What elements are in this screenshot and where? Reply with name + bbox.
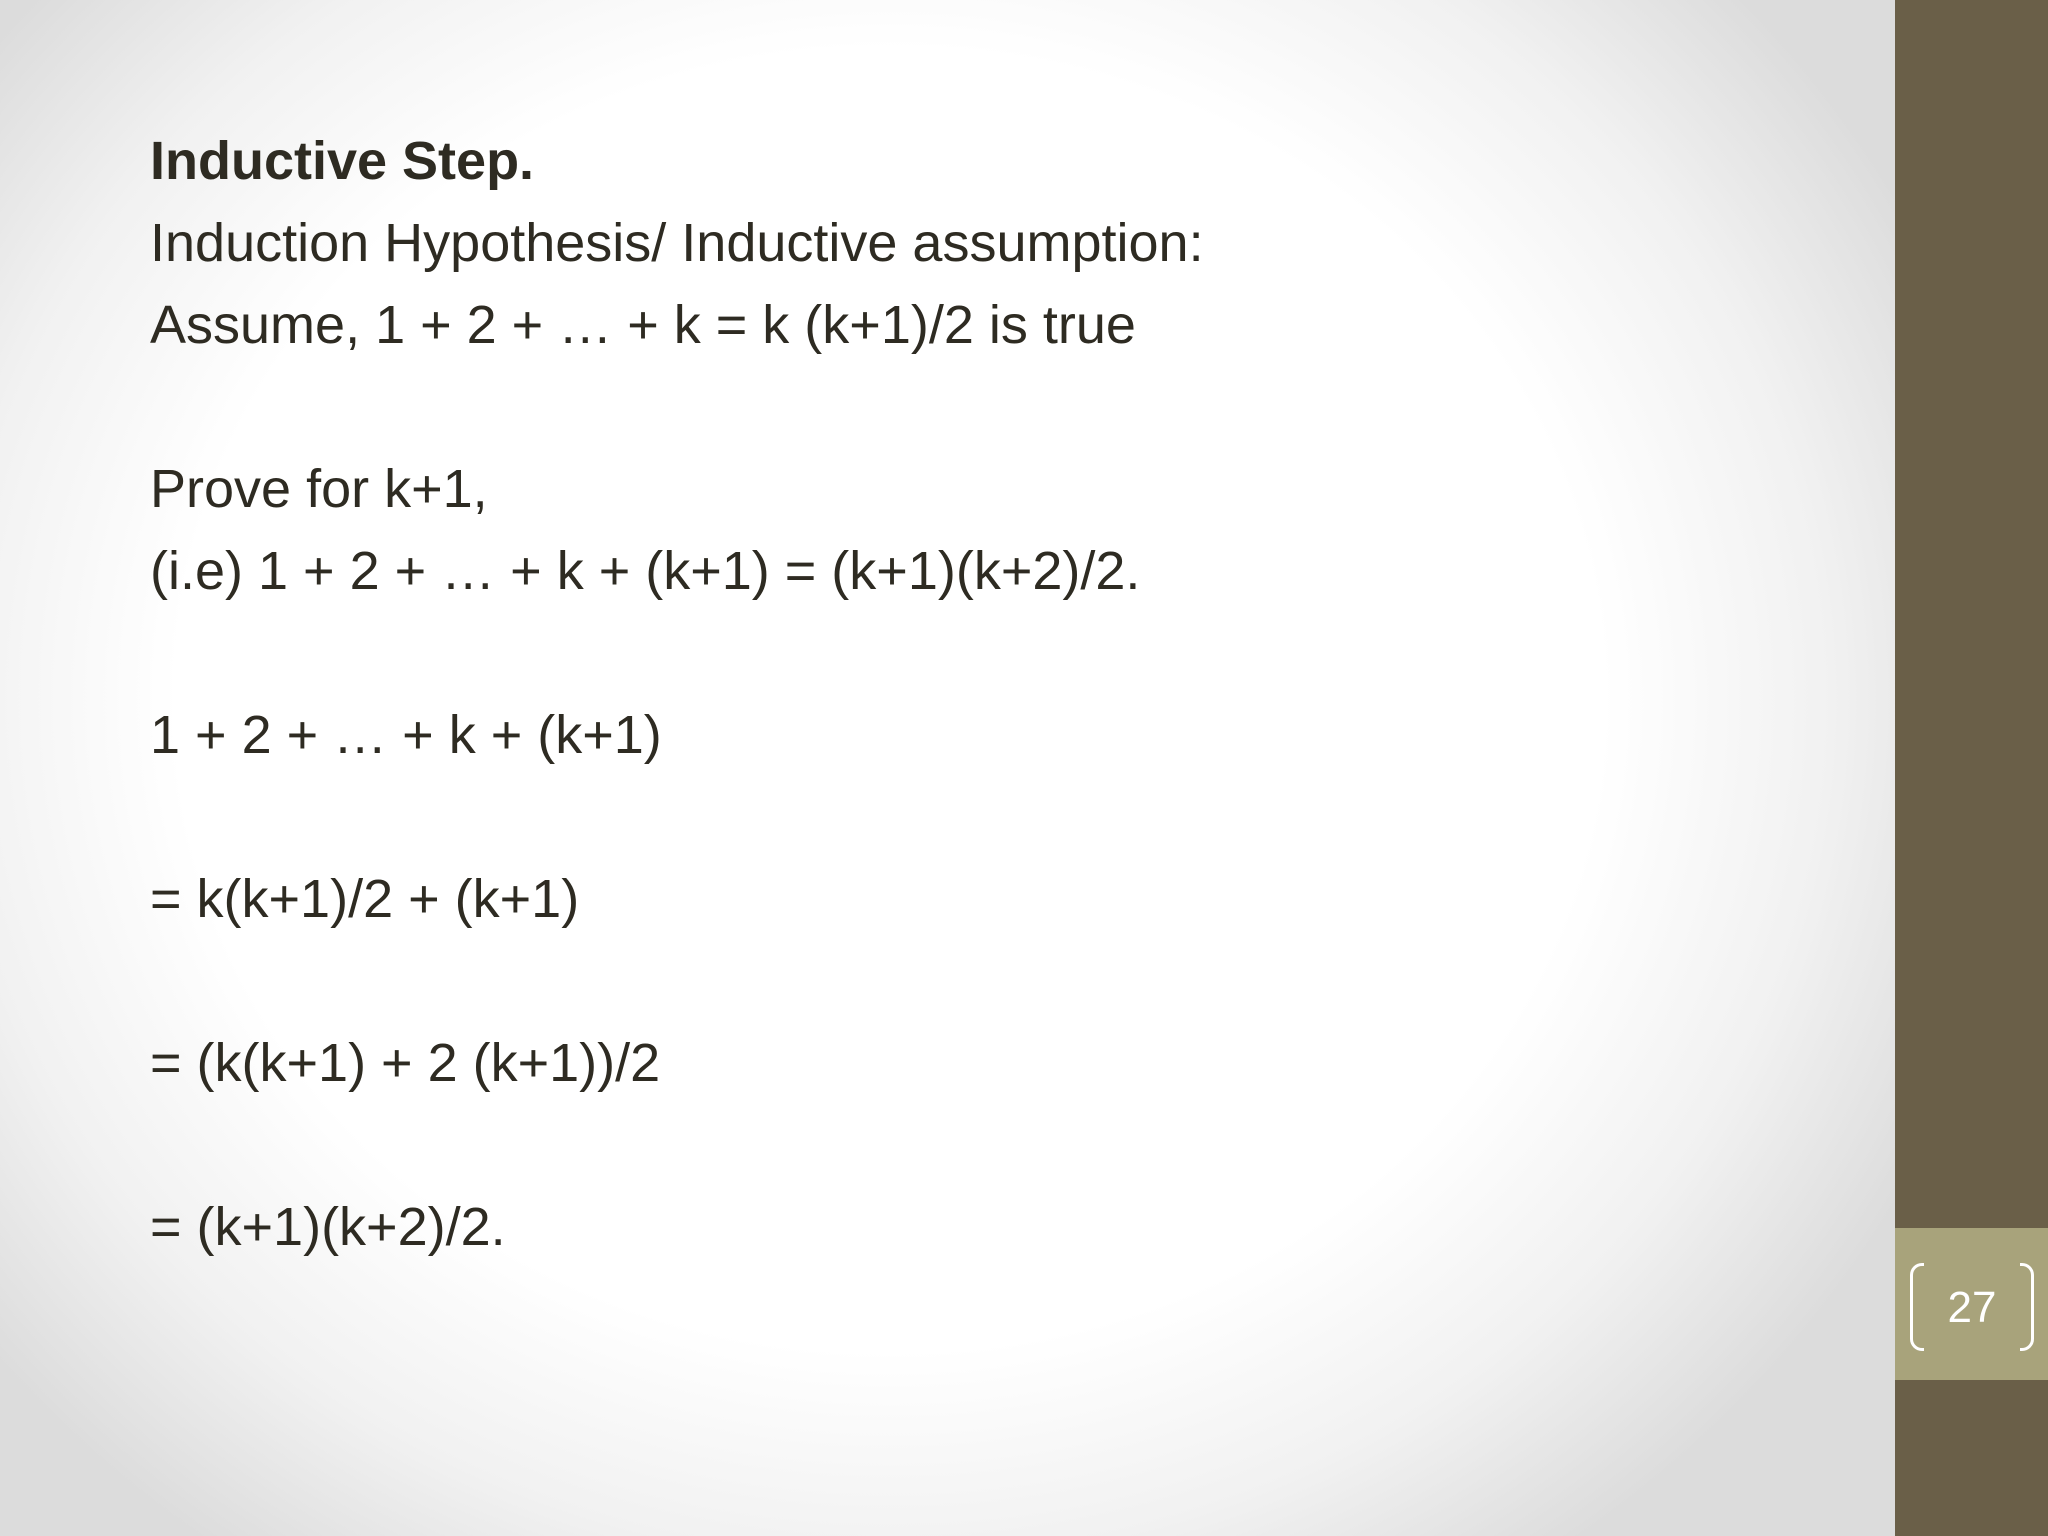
blank-line <box>150 366 1850 448</box>
heading-inductive-step: Inductive Step. <box>150 131 535 191</box>
blank-line <box>150 940 1850 1022</box>
proof-step-1: 1 + 2 + … + k + (k+1) <box>150 705 662 765</box>
proof-step-4: = (k+1)(k+2)/2. <box>150 1197 506 1257</box>
prove-for-line: Prove for k+1, <box>150 459 488 519</box>
proof-step-2: = k(k+1)/2 + (k+1) <box>150 869 580 929</box>
assumption-line: Assume, 1 + 2 + … + k = k (k+1)/2 is true <box>150 295 1136 355</box>
proof-step-3: = (k(k+1) + 2 (k+1))/2 <box>150 1033 661 1093</box>
slide-body <box>150 120 1850 1268</box>
right-bracket-icon <box>2020 1263 2034 1351</box>
goal-equation: (i.e) 1 + 2 + … + k + (k+1) = (k+1)(k+2)/2. <box>150 541 1141 601</box>
induction-hypothesis-label: Induction Hypothesis/ Inductive assumption: <box>150 213 1204 273</box>
left-bracket-icon <box>1910 1263 1924 1351</box>
blank-line <box>150 776 1850 858</box>
blank-line <box>150 612 1850 694</box>
page-number: 27 <box>1947 1283 1997 1332</box>
blank-line <box>150 1104 1850 1186</box>
